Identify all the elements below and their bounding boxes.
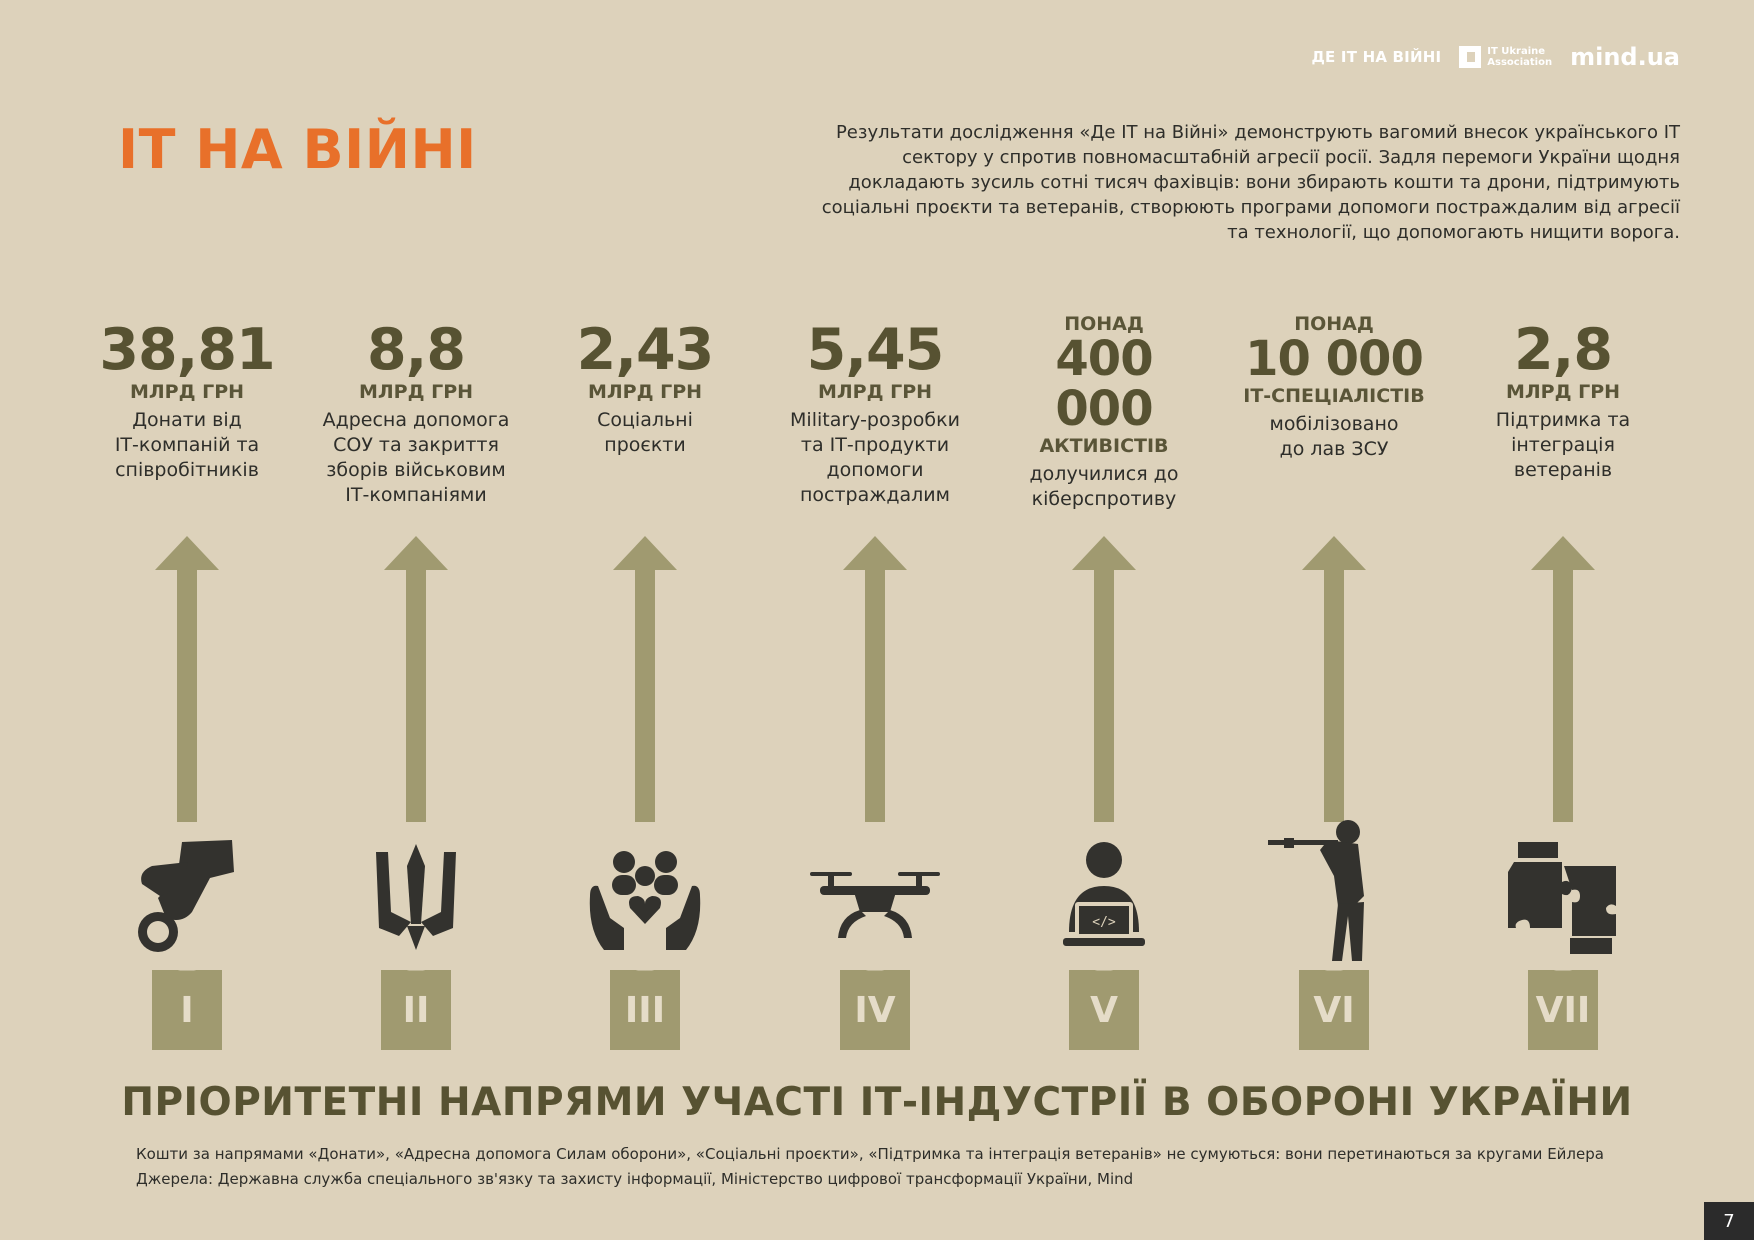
coin-hand-icon — [122, 832, 252, 962]
stat-value: 2,8 — [1514, 317, 1612, 383]
soldier-icon — [1268, 832, 1398, 962]
stat-column-5 — [999, 313, 1209, 512]
coder-icon — [1039, 832, 1169, 962]
up-arrow-icon — [843, 536, 907, 822]
stat-unit: МЛРД ГРН — [358, 381, 474, 403]
brand-mind-ua: mind.ua — [1570, 43, 1680, 71]
it-ukraine-logo-icon — [1459, 46, 1481, 68]
numeral-tab: III — [610, 970, 680, 1050]
stat-description: мобілізовано до лав ЗСУ — [1269, 413, 1399, 460]
brand-itu-line2: Association — [1487, 57, 1553, 68]
stat-prefix: ПОНАД — [1294, 313, 1374, 335]
stat-prefix: ПОНАД — [1064, 313, 1144, 335]
numeral-tab: I — [152, 970, 222, 1050]
stat-value: 38,81 — [99, 317, 275, 383]
stat-unit: ІТ-СПЕЦІАЛІСТІВ — [1243, 385, 1425, 407]
up-arrow-icon — [613, 536, 677, 822]
footnote-note: Кошти за напрямами «Донати», «Адресна допомога Силам оборони», «Соціальні проєкти», «Підтримка та інтеграція ветеранів» не сумуються: вони перетинаються за кругами Ейлера — [136, 1145, 1604, 1163]
footnote-sources: Джерела: Державна служба спеціального зв'язку та захисту інформації, Міністерство цифрової трансформації України, Mind — [136, 1170, 1134, 1188]
up-arrow-icon — [1072, 536, 1136, 822]
stat-description: Донати від ІТ-компаній та співробітників — [114, 409, 260, 481]
page-number: 7 — [1704, 1202, 1754, 1240]
stat-unit: МЛРД ГРН — [129, 381, 245, 403]
brand-itu-line1: IT Ukraine — [1487, 46, 1546, 57]
family-care-icon — [580, 832, 710, 962]
stat-column-7 — [1458, 317, 1668, 483]
stat-column-6 — [1229, 313, 1439, 462]
puzzle-hands-icon — [1498, 832, 1628, 962]
drone-icon — [810, 832, 940, 962]
stat-description: долучилися до кіберспротиву — [1029, 463, 1179, 510]
page-title: ІТ НА ВІЙНІ — [118, 118, 477, 181]
up-arrow-icon — [1302, 536, 1366, 822]
stat-value: 2,43 — [576, 317, 714, 383]
stat-value: 10 000 — [1245, 331, 1423, 387]
stat-column-1 — [82, 317, 292, 483]
brand-it-ukraine — [1459, 46, 1552, 68]
stat-unit: МЛРД ГРН — [1505, 381, 1621, 403]
numeral-tab: VI — [1299, 970, 1369, 1050]
up-arrow-icon — [384, 536, 448, 822]
stat-value: 400 000 — [1055, 331, 1153, 437]
numeral-tab: IV — [840, 970, 910, 1050]
stat-unit: МЛРД ГРН — [587, 381, 703, 403]
stat-description: Соціальні проєкти — [597, 409, 693, 456]
numeral-tab: II — [381, 970, 451, 1050]
stat-unit: АКТИВІСТІВ — [1039, 435, 1169, 457]
stat-column-4 — [770, 317, 980, 508]
stat-column-2 — [311, 317, 521, 508]
brand-bar — [1312, 42, 1681, 72]
numeral-tab: VII — [1528, 970, 1598, 1050]
up-arrow-icon — [155, 536, 219, 822]
footnote — [136, 1142, 1604, 1192]
numeral-tab: V — [1069, 970, 1139, 1050]
stat-value: 8,8 — [367, 317, 465, 383]
stat-description: Адресна допомога СОУ та закриття зборів військовим ІТ-компаніями — [322, 409, 510, 506]
stat-unit: МЛРД ГРН — [817, 381, 933, 403]
stat-column-3 — [540, 317, 750, 458]
stat-description: Military-розробки та ІТ-продукти допомоги постраждалим — [790, 409, 960, 506]
intro-text: Результати дослідження «Де ІТ на Війні» демонструють вагомий внесок українського ІТ сектору у спротив повномасштабній агресії росії. Задля перемоги України щодня докладають зусиль сотні тисяч фахівців: вони збирають кошти та дрони, підтримують соціальні проєкти та ветеранів, створюють програми допомоги постраждалим від агресії та технології, що допомогають нищити ворога. — [821, 122, 1680, 243]
svg-text:</>: </> — [1092, 915, 1116, 930]
up-arrow-icon — [1531, 536, 1595, 822]
section-subtitle: ПРІОРИТЕТНІ НАПРЯМИ УЧАСТІ ІТ-ІНДУСТРІЇ В ОБОРОНІ УКРАЇНИ — [121, 1080, 1633, 1125]
trident-icon — [351, 832, 481, 962]
stat-description: Підтримка та інтеграція ветеранів — [1495, 409, 1631, 481]
brand-de-it-na-viini: ДЕ ІТ НА ВІЙНІ — [1311, 48, 1442, 66]
stat-value: 5,45 — [806, 317, 944, 383]
